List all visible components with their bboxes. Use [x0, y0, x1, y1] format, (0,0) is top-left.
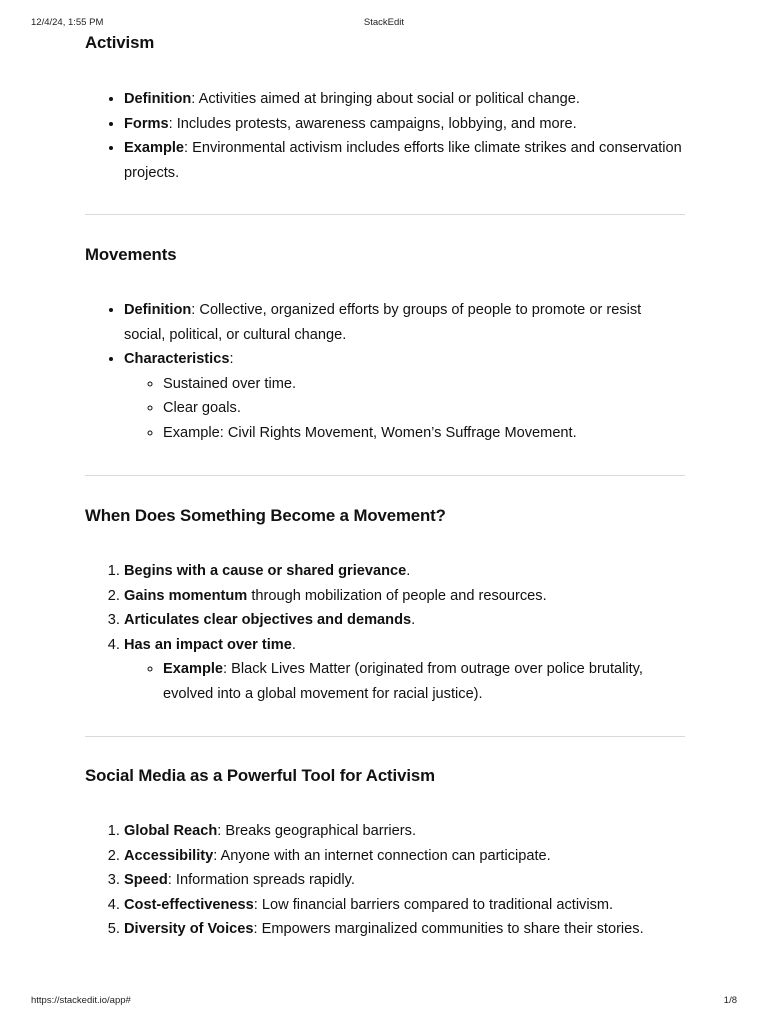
item-text: :	[229, 351, 234, 367]
activism-list	[85, 87, 685, 185]
print-header	[0, 17, 768, 31]
page-number: 1/8	[723, 995, 737, 1006]
item-text: : Activities aimed at bringing about social or political change.	[191, 91, 580, 107]
list-item	[124, 87, 685, 112]
section-movements	[85, 242, 685, 445]
item-term: Accessibility	[124, 847, 214, 864]
print-url: https://stackedit.io/app#	[31, 995, 131, 1006]
item-term: Speed	[124, 872, 168, 888]
item-text: : Environmental activism includes efforts like climate strikes and conservation projects.	[124, 140, 682, 181]
heading-activism: Activism	[85, 33, 155, 52]
print-datetime: 12/4/24, 1:55 PM	[31, 17, 104, 28]
item-term: Forms	[124, 115, 169, 132]
characteristics-list	[124, 372, 685, 446]
list-item: ◦ Example: Civil Rights Movement, Women’s Suffrage Movement.	[163, 421, 685, 446]
item-term: Has an impact over time	[124, 636, 292, 653]
item-term: Example	[163, 661, 224, 677]
item-text: : Includes protests, awareness campaigns, lobbying, and more.	[168, 115, 577, 132]
list-item	[124, 608, 685, 633]
social-media-list	[85, 819, 685, 942]
item-text: .	[411, 612, 416, 628]
heading-movements: Movements	[85, 245, 177, 264]
list-item	[124, 633, 685, 707]
item-term: Global Reach	[124, 823, 218, 839]
section-become-movement	[85, 503, 685, 706]
heading-become-movement: When Does Something Become a Movement?	[85, 506, 446, 525]
list-item	[124, 584, 685, 609]
list-item	[124, 917, 685, 942]
list-item: ◦ Sustained over time.	[163, 372, 685, 397]
list-item	[163, 657, 685, 706]
list-item	[124, 819, 685, 844]
item-text: : Collective, organized efforts by groups of people to promote or resist social, political, or cultural change.	[124, 302, 642, 343]
section-divider	[85, 214, 685, 215]
become-movement-list	[85, 559, 685, 706]
list-item	[124, 112, 685, 137]
print-title: StackEdit	[363, 17, 405, 28]
item-text: : Breaks geographical barriers.	[217, 823, 416, 839]
section-social-media	[85, 763, 685, 942]
section-divider	[85, 736, 685, 737]
list-item	[124, 298, 685, 347]
item-text: : Empowers marginalized communities to share their stories.	[253, 921, 644, 937]
item-text: : Black Lives Matter (originated from outrage over police brutality, evolved into a global movement for racial justice).	[163, 661, 643, 702]
item-text: .	[406, 563, 411, 579]
list-item	[124, 868, 685, 893]
item-term: Definition	[124, 91, 192, 107]
item-text: : Low financial barriers compared to traditional activism.	[253, 896, 614, 913]
list-item	[124, 844, 685, 869]
item-term: Definition	[124, 302, 192, 318]
item-term: Example	[124, 140, 185, 156]
item-term: Diversity of Voices	[124, 921, 254, 937]
list-item	[124, 893, 685, 918]
item-text: through mobilization of people and resources.	[247, 587, 547, 604]
heading-social-media: Social Media as a Powerful Tool for Activism	[85, 766, 435, 785]
list-item: ◦ Clear goals.	[163, 396, 685, 421]
print-footer	[0, 995, 768, 1009]
section-activism	[85, 30, 685, 185]
item-term: Characteristics	[124, 351, 230, 367]
item-term: Begins with a cause or shared grievance	[124, 563, 407, 579]
example-sublist	[124, 657, 685, 706]
list-item	[124, 559, 685, 584]
list-item	[124, 136, 685, 185]
item-term: Gains momentum	[124, 587, 248, 604]
list-item	[124, 347, 685, 445]
item-text: : Information spreads rapidly.	[167, 872, 355, 888]
section-divider	[85, 475, 685, 476]
movements-list	[85, 298, 685, 445]
item-text: .	[291, 636, 296, 653]
item-term: Articulates clear objectives and demands	[124, 612, 412, 628]
item-term: Cost-effectiveness	[124, 896, 254, 913]
item-text: : Anyone with an internet connection can participate.	[213, 847, 551, 864]
